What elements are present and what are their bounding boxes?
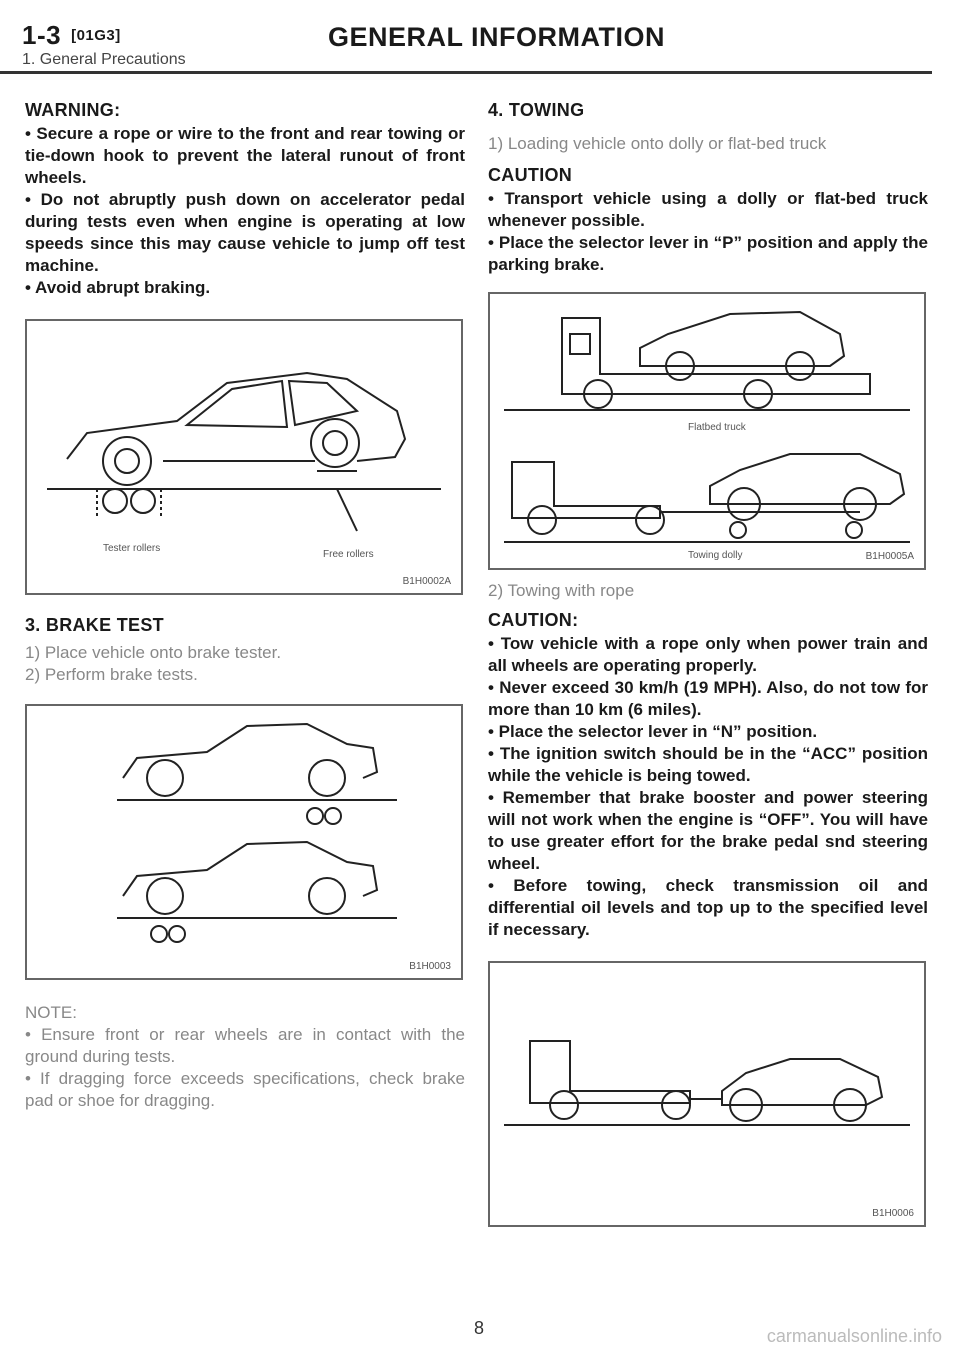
page-footer-number: 8 bbox=[474, 1318, 485, 1338]
caution-item: • Never exceed 30 km/h (19 MPH). Also, do not tow for more than 10 km (6 miles). bbox=[488, 678, 928, 719]
towing-step: 1) Loading vehicle onto dolly or flat-bed truck bbox=[488, 134, 827, 153]
towing-step: 2) Towing with rope bbox=[488, 581, 635, 600]
label-free-rollers: Free rollers bbox=[323, 549, 374, 560]
figure-flatbed-dolly bbox=[488, 292, 926, 570]
caution-item: • Remember that brake booster and power steering will not work when the engine is “OFF”. You will have to use greater effort for the brake pedal snd steering wheel. bbox=[488, 788, 928, 873]
caution-item: • Transport vehicle using a dolly or flat-bed truck whenever possible. bbox=[488, 189, 928, 230]
caution-item: • Place the selector lever in “N” position. bbox=[488, 722, 818, 741]
caution-heading: CAUTION bbox=[488, 165, 573, 185]
figure-rope-towing bbox=[488, 961, 926, 1227]
warning-item: • Do not abruptly push down on accelerator pedal during tests even when engine is operating at low speeds since this may cause vehicle to jump off test machine. bbox=[25, 190, 465, 275]
figure-code: B1H0003 bbox=[409, 961, 451, 972]
note-item: • If dragging force exceeds specifications, check brake pad or shoe for dragging. bbox=[25, 1069, 465, 1110]
page-number-text: 1-3 bbox=[22, 20, 62, 50]
page-number bbox=[22, 20, 121, 51]
figure-code: B1H0002A bbox=[402, 576, 451, 587]
warning-heading: WARNING: bbox=[25, 100, 121, 120]
rope-towing-illustration bbox=[490, 963, 924, 1225]
section-code: [01G3] bbox=[71, 27, 121, 44]
note-heading: NOTE: bbox=[25, 1003, 77, 1022]
note-item: • Ensure front or rear wheels are in contact with the ground during tests. bbox=[25, 1025, 465, 1066]
label-flatbed-truck: Flatbed truck bbox=[688, 422, 746, 433]
brake-test-heading: 3. BRAKE TEST bbox=[25, 615, 164, 635]
warning-item: • Secure a rope or wire to the front and rear towing or tie-down hook to prevent the lateral runout of front wheels. bbox=[25, 124, 465, 187]
figure-tester-rollers bbox=[25, 319, 463, 595]
brake-step: 1) Place vehicle onto brake tester. bbox=[25, 643, 282, 662]
figure-code: B1H0006 bbox=[872, 1208, 914, 1219]
figure-code: B1H0005A bbox=[865, 551, 914, 562]
towing-heading: 4. TOWING bbox=[488, 100, 585, 120]
section-title: GENERAL INFORMATION bbox=[328, 22, 665, 52]
brake-step: 2) Perform brake tests. bbox=[25, 665, 198, 684]
caution-item: • The ignition switch should be in the “ACC” position while the vehicle is being towed. bbox=[488, 744, 928, 785]
caution-heading: CAUTION: bbox=[488, 610, 579, 630]
warning-item: • Avoid abrupt braking. bbox=[25, 278, 211, 297]
brake-test-illustration bbox=[27, 706, 461, 978]
car-on-rollers-illustration bbox=[27, 321, 461, 593]
caution-item: • Tow vehicle with a rope only when power train and all wheels are operating properly. bbox=[488, 634, 928, 675]
header-divider bbox=[0, 71, 932, 74]
caution-item: • Before towing, check transmission oil and differential oil levels and top up to the specified level if necessary. bbox=[488, 876, 928, 939]
label-tester-rollers: Tester rollers bbox=[103, 543, 161, 554]
left-column bbox=[25, 100, 465, 1112]
subsection-title: 1. General Precautions bbox=[22, 51, 186, 68]
right-column bbox=[488, 100, 928, 1227]
watermark: carmanualsonline.info bbox=[766, 1326, 942, 1346]
label-towing-dolly: Towing dolly bbox=[688, 550, 743, 561]
figure-brake-tester bbox=[25, 704, 463, 980]
caution-item: • Place the selector lever in “P” position and apply the parking brake. bbox=[488, 233, 928, 274]
